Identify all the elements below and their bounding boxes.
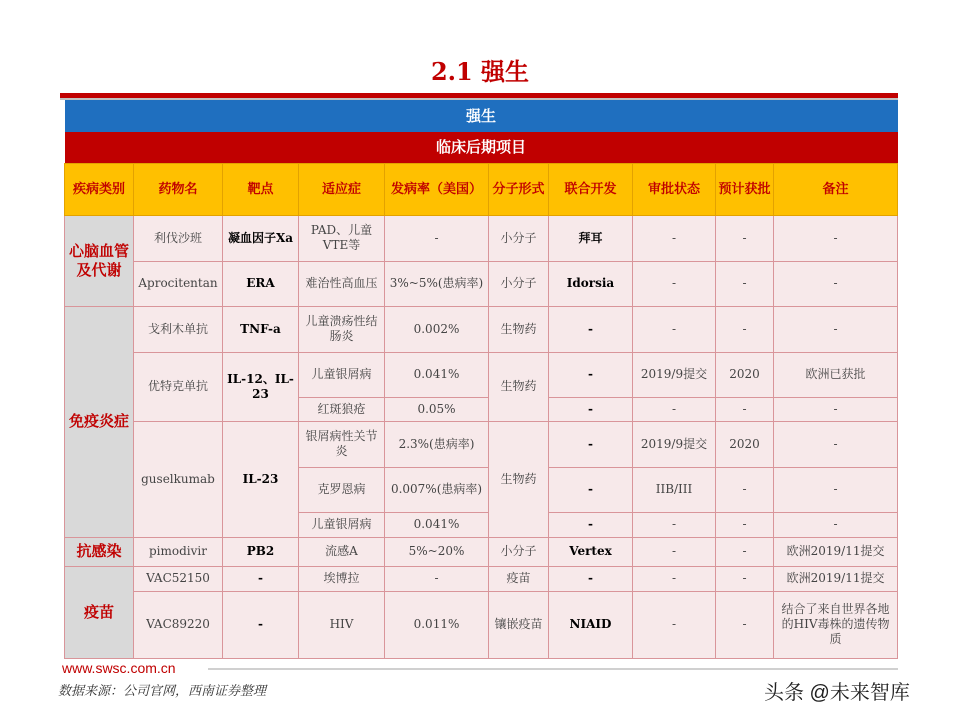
column-header: 疾病类别	[65, 163, 134, 215]
table-cell: 疫苗	[489, 566, 549, 591]
column-header: 靶点	[223, 163, 299, 215]
table-cell: -	[385, 215, 489, 261]
column-header: 分子形式	[489, 163, 549, 215]
table-cell: -	[633, 215, 716, 261]
table-cell: 小分子	[489, 215, 549, 261]
table-cell: -	[774, 215, 898, 261]
table-cell: -	[633, 512, 716, 537]
table-cell: 拜耳	[549, 215, 633, 261]
table-cell: -	[716, 512, 774, 537]
footer-divider	[208, 668, 898, 670]
table-cell: 0.011%	[385, 591, 489, 658]
table-cell: PB2	[223, 537, 299, 566]
table-cell: -	[774, 397, 898, 421]
page-title: 2.1 强生	[430, 57, 530, 86]
table-cell: Aprocitentan	[134, 261, 223, 306]
table-cell: -	[549, 512, 633, 537]
column-header: 预计获批	[716, 163, 774, 215]
table-cell: Vertex	[549, 537, 633, 566]
table-cell: IL-12、IL-23	[223, 352, 299, 421]
table-cell: guselkumab	[134, 421, 223, 537]
table-cell: IIB/III	[633, 467, 716, 512]
company-bar: 强生	[65, 100, 898, 132]
table-cell: 欧洲2019/11提交	[774, 566, 898, 591]
table-cell: 银屑病性关节炎	[299, 421, 385, 467]
table-cell: -	[774, 512, 898, 537]
table-cell: -	[774, 306, 898, 352]
table-cell: 0.007%(患病率)	[385, 467, 489, 512]
table-cell: -	[716, 467, 774, 512]
category-cell: 抗感染	[65, 537, 134, 566]
table-cell: 儿童银屑病	[299, 352, 385, 397]
table-cell: -	[774, 261, 898, 306]
table-cell: -	[549, 467, 633, 512]
table-cell: 儿童银屑病	[299, 512, 385, 537]
table-cell: 流感A	[299, 537, 385, 566]
table-cell: VAC52150	[134, 566, 223, 591]
table-cell: 克罗恩病	[299, 467, 385, 512]
table-cell: -	[633, 306, 716, 352]
table-cell: -	[385, 566, 489, 591]
table-row	[65, 537, 898, 566]
column-header: 发病率（美国）	[385, 163, 489, 215]
table-cell: 小分子	[489, 261, 549, 306]
table-cell: -	[549, 397, 633, 421]
table-cell: 儿童溃疡性结肠炎	[299, 306, 385, 352]
table-cell: TNF-a	[223, 306, 299, 352]
table-cell: 0.041%	[385, 352, 489, 397]
table-cell: 2020	[716, 421, 774, 467]
category-cell: 免疫炎症	[65, 306, 134, 537]
table-cell: -	[633, 591, 716, 658]
table-cell: -	[716, 591, 774, 658]
table-row	[65, 306, 898, 352]
table-cell: -	[716, 215, 774, 261]
table-row	[65, 352, 898, 397]
column-header: 适应症	[299, 163, 385, 215]
category-cell: 心脑血管及代谢	[65, 215, 134, 306]
table-cell: 5%~20%	[385, 537, 489, 566]
table-cell: 结合了来自世界各地的HIV毒株的遗传物质	[774, 591, 898, 658]
table-cell: -	[716, 537, 774, 566]
table-cell: -	[633, 566, 716, 591]
column-header: 联合开发	[549, 163, 633, 215]
table-cell: -	[633, 261, 716, 306]
table-cell: 生物药	[489, 352, 549, 421]
table-cell: 优特克单抗	[134, 352, 223, 421]
table-cell: 戈利木单抗	[134, 306, 223, 352]
column-header: 审批状态	[633, 163, 716, 215]
table-cell: pimodivir	[134, 537, 223, 566]
table-cell: -	[549, 352, 633, 397]
column-header: 备注	[774, 163, 898, 215]
column-header: 药物名	[134, 163, 223, 215]
table-cell: 0.041%	[385, 512, 489, 537]
table-cell: 欧洲已获批	[774, 352, 898, 397]
watermark: 头条 @未来智库	[764, 682, 910, 704]
table-cell: HIV	[299, 591, 385, 658]
table-cell: -	[223, 591, 299, 658]
table-cell: -	[549, 566, 633, 591]
table-cell: IL-23	[223, 421, 299, 537]
table-cell: 红斑狼疮	[299, 397, 385, 421]
table-row	[65, 591, 898, 658]
table-cell: 生物药	[489, 306, 549, 352]
table-cell: -	[774, 467, 898, 512]
table-cell: 小分子	[489, 537, 549, 566]
table-cell: -	[716, 566, 774, 591]
table-cell: ERA	[223, 261, 299, 306]
table-row	[65, 261, 898, 306]
table-cell: -	[633, 537, 716, 566]
table-row	[65, 215, 898, 261]
table-cell: 3%~5%(患病率)	[385, 261, 489, 306]
table-cell: -	[549, 306, 633, 352]
website-url: www.swsc.com.cn	[62, 660, 176, 676]
table-cell: PAD、儿童VTE等	[299, 215, 385, 261]
table-cell: 2020	[716, 352, 774, 397]
table-cell: NIAID	[549, 591, 633, 658]
table-cell: 2019/9提交	[633, 421, 716, 467]
table-cell: Idorsia	[549, 261, 633, 306]
table-cell: -	[774, 421, 898, 467]
table-row	[65, 421, 898, 467]
table-cell: 凝血因子Xa	[223, 215, 299, 261]
category-cell: 疫苗	[65, 566, 134, 658]
table-row	[65, 566, 898, 591]
table-cell: 镶嵌疫苗	[489, 591, 549, 658]
table-cell: -	[549, 421, 633, 467]
table-cell: -	[223, 566, 299, 591]
table-cell: -	[716, 261, 774, 306]
table-cell: -	[633, 397, 716, 421]
table-cell: 0.002%	[385, 306, 489, 352]
table-cell: 0.05%	[385, 397, 489, 421]
table-cell: 欧洲2019/11提交	[774, 537, 898, 566]
pipeline-table	[64, 100, 898, 659]
header-row	[65, 163, 898, 215]
table-cell: -	[716, 397, 774, 421]
table-cell: 埃博拉	[299, 566, 385, 591]
table-cell: 利伐沙班	[134, 215, 223, 261]
table-cell: -	[716, 306, 774, 352]
table-cell: 2.3%(患病率)	[385, 421, 489, 467]
table-cell: 生物药	[489, 421, 549, 537]
table-cell: VAC89220	[134, 591, 223, 658]
table-cell: 2019/9提交	[633, 352, 716, 397]
section-bar: 临床后期项目	[65, 132, 898, 163]
table-cell: 难治性高血压	[299, 261, 385, 306]
data-source: 数据来源：公司官网，西南证券整理	[58, 684, 267, 699]
